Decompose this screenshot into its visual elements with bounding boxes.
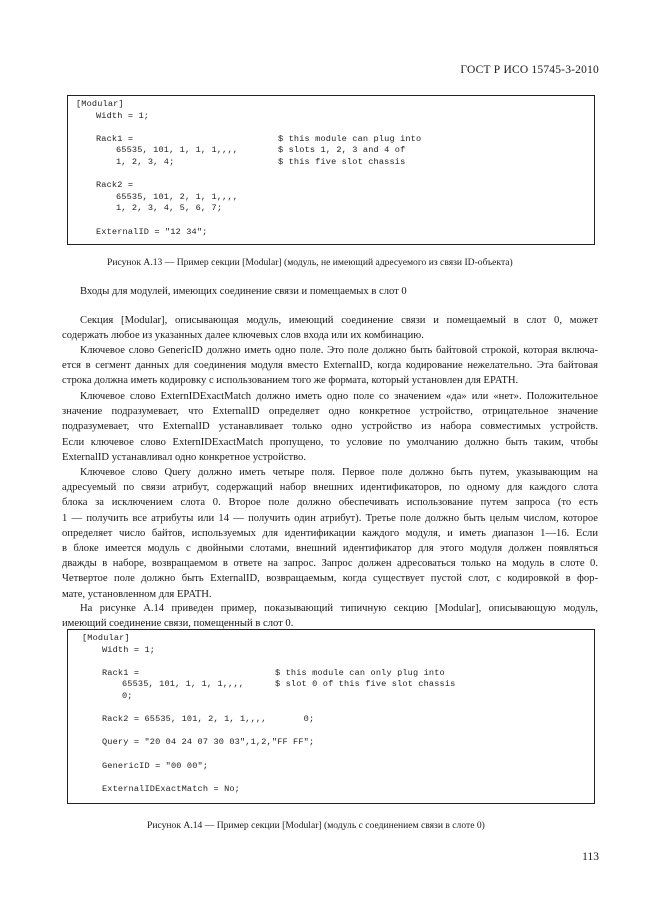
code-line <box>102 668 139 678</box>
code-line <box>102 737 314 747</box>
document-header: ГОСТ Р ИСО 15745-3-2010 <box>460 64 599 76</box>
code-text: Rack2 = 65535, 101, 2, 1, 1,,,, 0; <box>102 714 315 725</box>
text-line: На рисунке А.14 приведен пример, показывающий типичную секцию [Modular], описывающую модуль, <box>80 603 598 614</box>
paragraph-4 <box>62 465 598 602</box>
code-comment: $ slots 1, 2, 3 and 4 of <box>278 145 406 156</box>
code-line <box>102 645 155 655</box>
text-line: Четвертое поле должно быть ExternalID, возвращаемым, когда существует пустой слот, с кодировкой в фор- <box>62 573 598 585</box>
code-line <box>82 633 130 643</box>
code-comment: $ slot 0 of this five slot chassis <box>275 679 456 690</box>
code-text: [Modular] <box>82 633 130 643</box>
code-listing-figure-a13 <box>67 95 595 245</box>
code-text: 1, 2, 3, 4; <box>116 157 175 167</box>
text-line: в блоке имеется модуль с двойными слотами, внешний идентификатор для этого модуля должен появляться <box>62 543 598 555</box>
text-line: Ключевое слово GenericID должно иметь одно поле. Это поле должно быть байтовой строкой, которая включа- <box>80 345 598 356</box>
code-line <box>102 761 208 771</box>
code-line <box>96 227 207 237</box>
code-text: Width = 1; <box>102 644 156 655</box>
code-comment: $ this five slot chassis <box>278 157 406 167</box>
code-text: Rack1 = <box>102 667 140 678</box>
text-line: строка должна иметь кодировку с использованием того же формата, который установлен для EPATH. <box>62 375 519 387</box>
code-line <box>96 180 133 190</box>
figure-a13-caption: Рисунок А.13 — Пример секции [Modular] (модуль, не имеющий адресуемого из связи ID-объекта) <box>107 257 513 268</box>
code-text: Rack1 = <box>96 133 134 144</box>
code-text: ExternalIDExactMatch = No; <box>102 783 240 794</box>
paragraph-1 <box>62 313 598 343</box>
page-number: 113 <box>582 851 599 863</box>
code-line <box>102 784 240 794</box>
text-line: ется в сегмент данных для соединения модуля вместо ExternalID, когда кодирование нежелательно. Эта байтовая <box>62 360 598 372</box>
figure-a14-caption: Рисунок А.14 — Пример секции [Modular] (модуль с соединением связи в слоте 0) <box>147 820 485 831</box>
paragraph-5 <box>62 601 598 631</box>
code-text: Query = "20 04 24 07 30 03",1,2,"FF FF"; <box>102 737 315 748</box>
text-line: дважды в наборе, возвращаемом в ответе на запрос. Запрос должен адресоваться только на модуль в слоте 0. <box>62 558 598 570</box>
code-text: 65535, 101, 1, 1, 1,,,, <box>122 679 245 690</box>
code-text: Rack2 = <box>96 180 134 191</box>
code-text: 1, 2, 3, 4, 5, 6, 7; <box>116 203 223 214</box>
text-line: подразумевает, что ExternalID устанавливает только одно устройство из набора совместимых устройств. <box>62 421 598 433</box>
section-heading: Входы для модулей, имеющих соединение связи и помещаемых в слот 0 <box>80 286 407 297</box>
text-line: мате, установленном для EPATH. <box>62 588 212 600</box>
code-line <box>122 691 133 701</box>
text-line: имеющий соединение связи, помещенный в слот 0. <box>62 618 294 630</box>
code-text: 65535, 101, 1, 1, 1,,,, <box>116 145 239 156</box>
text-line: 1 — получить все атрибуты или 14 — получить один атрибут). Третье поле должно быть целым числом, которое <box>62 512 598 524</box>
code-listing-figure-a14 <box>67 629 595 804</box>
code-text: 0; <box>122 691 133 701</box>
text-line: адресуемый по связи атрибут, содержащий набор внешних идентификаторов, по одному для каждого слота <box>62 482 598 494</box>
text-line: содержать любое из указанных далее ключевых слов входа или их комбинацию. <box>62 330 424 342</box>
code-line <box>116 203 222 213</box>
code-comment: $ this module can plug into <box>278 133 422 144</box>
text-line: определяет число байтов, используемых для идентификации каждого модуля, и иметь диапазон 1—16. Если <box>62 527 598 539</box>
code-text: [Modular] <box>76 99 124 109</box>
code-text: 65535, 101, 2, 1, 1,,,, <box>116 191 239 202</box>
code-line <box>96 111 149 121</box>
code-line <box>96 134 133 144</box>
code-text: GenericID = "00 00"; <box>102 760 209 771</box>
text-line: Ключевое слово ExternIDExactMatch должно иметь одно поле со значением «да» или «нет». Положительное <box>80 391 598 402</box>
paragraph-2 <box>62 343 598 389</box>
text-line: Ключевое слово Query должно иметь четыре поля. Первое поле должно быть путем, указывающим на <box>80 467 598 478</box>
text-line: блока за исключением слота 0. Второе поле должно обеспечивать использование путем запроса (то есть <box>62 497 598 509</box>
code-text: ExternalID = "12 34"; <box>96 226 208 237</box>
code-line <box>76 99 124 109</box>
code-line <box>116 192 238 202</box>
code-comment: $ this module can only plug into <box>275 667 445 678</box>
text-line: Если ключевое слово ExternIDExactMatch пропущено, то условие по умолчанию должно быть таким, чтобы <box>62 436 598 448</box>
code-text: Width = 1; <box>96 110 150 121</box>
code-line <box>116 145 238 155</box>
text-line: Секция [Modular], описывающая модуль, имеющий соединение связи и помещаемый в слот 0, может <box>80 315 598 326</box>
code-line <box>116 157 174 167</box>
code-line <box>122 679 244 689</box>
text-line: значение подразумевает, что ExternalID определяет одно конкретное устройство, отрицательное значение <box>62 406 598 418</box>
paragraph-3 <box>62 389 598 465</box>
text-line: ExternalID устанавливал одно конкретное устройство. <box>62 451 306 463</box>
code-line <box>102 714 314 724</box>
